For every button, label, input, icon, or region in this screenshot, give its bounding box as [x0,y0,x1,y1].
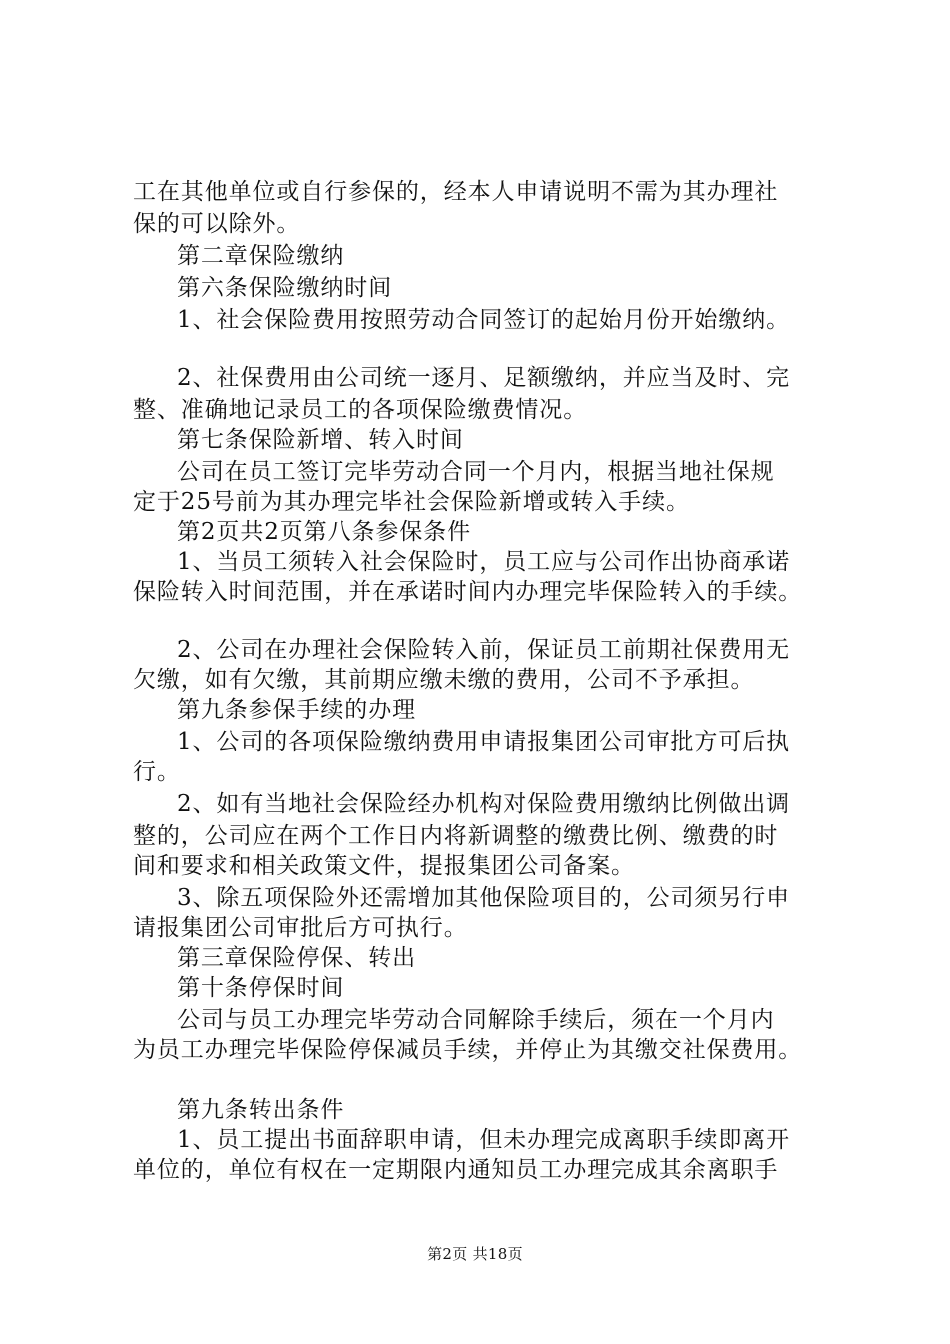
chapter-heading: 第三章保险停保、转出 [177,945,416,971]
text-line: 2、社保费用由公司统一逐月、足额缴纳，并应当及时、完 [177,365,791,391]
text-line: 2、如有当地社会保险经办机构对保险费用缴纳比例做出调 [177,791,791,817]
text-line: 2、公司在办理社会保险转入前，保证员工前期社保费用无 [177,637,791,663]
text-line: 整、准确地记录员工的各项保险缴费情况。 [133,397,588,423]
text-line: 公司在员工签订完毕劳动合同一个月内，根据当地社保规 [177,459,775,485]
text-line: 工在其他单位或自行参保的，经本人申请说明不需为其办理社 [133,179,779,205]
text-line: 公司与员工办理完毕劳动合同解除手续后，须在一个月内 [177,1007,775,1033]
article-heading: 第九条转出条件 [177,1097,345,1123]
article-heading: 第七条保险新增、转入时间 [177,427,464,453]
article-heading: 第六条保险缴纳时间 [177,275,393,301]
text-line: 为员工办理完毕保险停保减员手续，并停止为其缴交社保费用。 [133,1037,803,1063]
article-heading: 第2页共2页第八条参保条件 [177,519,471,545]
text-line: 1、社会保险费用按照劳动合同签订的起始月份开始缴纳。 [177,307,791,333]
page-footer: 第2页 共18页 [427,1245,523,1263]
article-heading: 第十条停保时间 [177,975,345,1001]
text-line: 保的可以除外。 [133,211,301,237]
text-line: 行。 [133,759,181,785]
text-line: 1、当员工须转入社会保险时，员工应与公司作出协商承诺 [177,549,791,575]
text-line: 定于25号前为其办理完毕社会保险新增或转入手续。 [133,489,690,515]
text-line: 请报集团公司审批后方可执行。 [133,915,468,941]
text-line: 单位的，单位有权在一定期限内通知员工办理完成其余离职手 [133,1157,779,1183]
text-line: 欠缴，如有欠缴，其前期应缴未缴的费用，公司不予承担。 [133,667,755,693]
text-line: 保险转入时间范围，并在承诺时间内办理完毕保险转入的手续。 [133,579,803,605]
text-line: 1、员工提出书面辞职申请，但未办理完成离职手续即离开 [177,1127,791,1153]
text-line: 间和要求和相关政策文件，提报集团公司备案。 [133,853,635,879]
chapter-heading: 第二章保险缴纳 [177,243,345,269]
text-line: 整的，公司应在两个工作日内将新调整的缴费比例、缴费的时 [133,823,779,849]
text-line: 1、公司的各项保险缴纳费用申请报集团公司审批方可后执 [177,729,791,755]
article-heading: 第九条参保手续的办理 [177,697,416,723]
text-line: 3、除五项保险外还需增加其他保险项目的，公司须另行申 [177,885,791,911]
